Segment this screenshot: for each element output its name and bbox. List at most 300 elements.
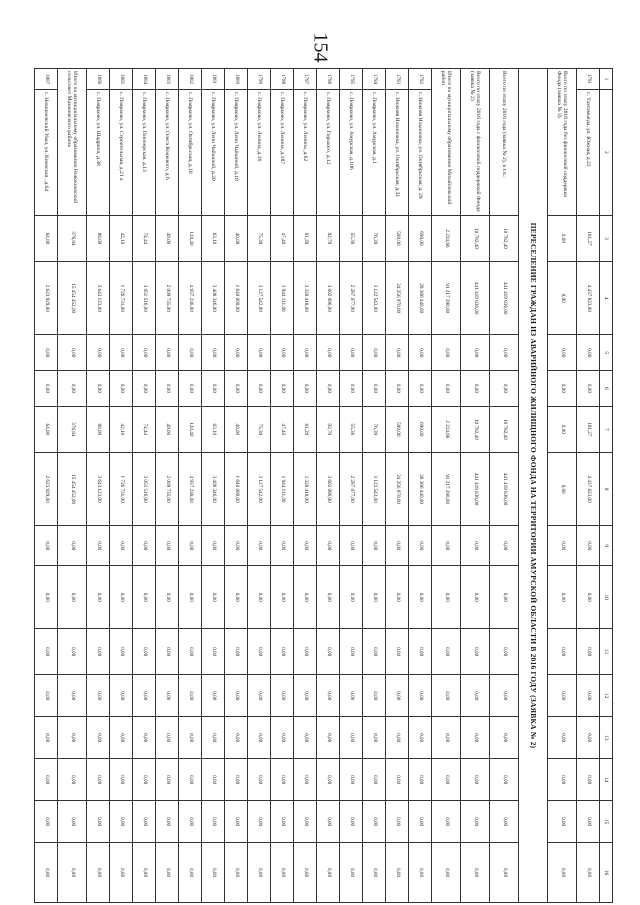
value-cell: 0,00 bbox=[432, 759, 461, 801]
value-cell: 0,00 bbox=[110, 629, 133, 675]
value-cell: 0,00 bbox=[461, 675, 490, 717]
value-cell: 15 454 452,00 bbox=[58, 452, 87, 525]
rotated-table-frame bbox=[43, 68, 613, 903]
value-cell: 0,00 bbox=[248, 335, 271, 371]
value-cell: 0,00 bbox=[432, 526, 461, 566]
row-index: 1807 bbox=[35, 69, 58, 90]
value-cell: 2 623 929,00 bbox=[35, 452, 58, 525]
value-cell: 0,00 bbox=[248, 371, 271, 407]
value-cell: 0,00 bbox=[577, 335, 600, 371]
row-address: с. Поярково, ул. Лени Чайкиной, д.18 bbox=[225, 89, 248, 215]
row-index: 1802 bbox=[179, 69, 202, 90]
value-cell: 0,00 bbox=[110, 526, 133, 566]
column-number: 13 bbox=[600, 717, 613, 759]
value-cell: 0,00 bbox=[271, 629, 294, 675]
row-index: 1792 bbox=[409, 69, 432, 90]
page-number: 154 bbox=[309, 32, 332, 63]
value-cell: 0,00 bbox=[179, 629, 202, 675]
value-cell: 0,00 bbox=[156, 526, 179, 566]
value-cell: 0,00 bbox=[386, 675, 409, 717]
value-cell: 0,00 bbox=[58, 801, 87, 843]
value-cell: 83,10 bbox=[202, 406, 225, 452]
value-cell: 0,00 bbox=[202, 675, 225, 717]
value-cell: 690,00 bbox=[409, 406, 432, 452]
value-cell: 0,00 bbox=[340, 759, 363, 801]
total-row bbox=[432, 69, 461, 903]
value-cell: 0,00 bbox=[548, 675, 577, 717]
value-cell: 0,00 bbox=[179, 759, 202, 801]
table-row bbox=[340, 69, 363, 903]
value-cell: 0,00 bbox=[156, 717, 179, 759]
value-cell: 0,00 bbox=[548, 215, 577, 261]
value-cell: 74,44 bbox=[133, 215, 156, 261]
value-cell: 0,00 bbox=[110, 335, 133, 371]
value-cell: 441 419 836,00 bbox=[461, 452, 490, 525]
table-row bbox=[225, 69, 248, 903]
value-cell: 0,00 bbox=[363, 335, 386, 371]
value-cell: 74,44 bbox=[133, 406, 156, 452]
value-cell: 0,00 bbox=[133, 717, 156, 759]
value-cell: 0,00 bbox=[156, 371, 179, 407]
value-cell: 0,00 bbox=[156, 759, 179, 801]
value-cell: 0,00 bbox=[363, 526, 386, 566]
value-cell: 2 224,66 bbox=[432, 406, 461, 452]
value-cell: 76,39 bbox=[363, 215, 386, 261]
value-cell: 0,00 bbox=[577, 566, 600, 629]
section-row bbox=[519, 69, 548, 903]
value-cell: 0,00 bbox=[461, 759, 490, 801]
value-cell: 0,00 bbox=[461, 371, 490, 407]
value-cell: 590,00 bbox=[386, 215, 409, 261]
column-number: 11 bbox=[600, 629, 613, 675]
value-cell: 3 408 346,00 bbox=[202, 262, 225, 335]
value-cell: 0,00 bbox=[58, 843, 87, 903]
row-address: с. Нижняя Ильиновка, ул. Октябрьская, д. 29 bbox=[409, 89, 432, 215]
value-cell: 0,00 bbox=[317, 335, 340, 371]
value-cell: 0,00 bbox=[202, 335, 225, 371]
value-cell: 0,00 bbox=[225, 717, 248, 759]
table-row bbox=[317, 69, 340, 903]
value-cell: 0,00 bbox=[179, 566, 202, 629]
value-cell: 0,00 bbox=[363, 843, 386, 903]
value-cell: 0,00 bbox=[386, 717, 409, 759]
value-cell: 0,00 bbox=[548, 566, 577, 629]
value-cell: 0,00 bbox=[386, 371, 409, 407]
row-label: Всего по этапу 2016 года (заявка № 2), в т.ч.: bbox=[490, 69, 519, 216]
value-cell: 75,39 bbox=[248, 406, 271, 452]
value-cell: 0,00 bbox=[133, 759, 156, 801]
value-cell: 0,00 bbox=[432, 566, 461, 629]
column-number: 2 bbox=[600, 89, 613, 215]
table-row bbox=[409, 69, 432, 903]
value-cell: 49,00 bbox=[156, 406, 179, 452]
column-number: 10 bbox=[600, 566, 613, 629]
value-cell: 10 782,40 bbox=[490, 406, 519, 452]
value-cell: 28 366 440,00 bbox=[409, 262, 432, 335]
row-label: Итого по муниципальному образованию Новокиевский сельсовет Мазановского района bbox=[58, 69, 87, 216]
value-cell: 0,00 bbox=[133, 335, 156, 371]
value-cell: 0,00 bbox=[133, 566, 156, 629]
value-cell: 0,00 bbox=[110, 566, 133, 629]
value-cell: 0,00 bbox=[461, 717, 490, 759]
row-address: с. Поярково, ул. Олега Кошевого, д.6 bbox=[156, 89, 179, 215]
value-cell: 0,00 bbox=[432, 371, 461, 407]
value-cell: 0,00 bbox=[58, 629, 87, 675]
value-cell: 0,00 bbox=[156, 843, 179, 903]
value-cell: 0,00 bbox=[87, 801, 110, 843]
section-title: ПЕРЕСЕЛЕНИЕ ГРАЖДАН ИЗ АВАРИЙНОГО ЖИЛИЩНОГО ФОНДА НА ТЕРРИТОРИИ АМУРСКОЙ ОБЛАСТИ В 2016 ГОДУ (ЗАЯВКА № 2) bbox=[519, 69, 548, 903]
value-cell: 0,00 bbox=[87, 675, 110, 717]
value-cell: 0,00 bbox=[409, 371, 432, 407]
value-cell: 3 122 543,00 bbox=[363, 452, 386, 525]
row-index: 1803 bbox=[156, 69, 179, 90]
value-cell: 4 937 236,00 bbox=[179, 452, 202, 525]
row-index: 1801 bbox=[202, 69, 225, 90]
column-number: 1 bbox=[600, 69, 613, 90]
value-cell: 42,10 bbox=[110, 215, 133, 261]
row-address: с. Поярково, ул. Пионерская, д.13 bbox=[133, 89, 156, 215]
value-cell: 0,00 bbox=[409, 675, 432, 717]
row-index: 1804 bbox=[133, 69, 156, 90]
value-cell: 42,10 bbox=[110, 406, 133, 452]
value-cell: 0,00 bbox=[248, 801, 271, 843]
table-row bbox=[271, 69, 294, 903]
value-cell: 10 782,40 bbox=[461, 215, 490, 261]
row-index: 1791 bbox=[577, 69, 600, 90]
value-cell: 0,00 bbox=[156, 566, 179, 629]
value-cell: 0,00 bbox=[202, 717, 225, 759]
value-cell: 2 623 929,00 bbox=[35, 262, 58, 335]
value-cell: 0,00 bbox=[110, 759, 133, 801]
column-number: 15 bbox=[600, 801, 613, 843]
value-cell: 0,00 bbox=[179, 371, 202, 407]
value-cell: 40,00 bbox=[225, 215, 248, 261]
value-cell: 0,00 bbox=[577, 371, 600, 407]
value-cell: 88,00 bbox=[87, 406, 110, 452]
value-cell: 0,00 bbox=[432, 675, 461, 717]
value-cell: 0,00 bbox=[317, 675, 340, 717]
table-row bbox=[87, 69, 110, 903]
value-cell: 0,00 bbox=[58, 335, 87, 371]
row-index: 1796 bbox=[317, 69, 340, 90]
value-cell: 0,00 bbox=[133, 801, 156, 843]
value-cell: 4 437 823,00 bbox=[577, 262, 600, 335]
row-index: 1799 bbox=[248, 69, 271, 90]
value-cell: 0,00 bbox=[58, 675, 87, 717]
value-cell: 0,00 bbox=[271, 371, 294, 407]
value-cell: 0,00 bbox=[225, 526, 248, 566]
value-cell: 3 643 123,00 bbox=[87, 262, 110, 335]
value-cell: 0,00 bbox=[386, 526, 409, 566]
value-cell: 0,00 bbox=[179, 526, 202, 566]
value-cell: 0,00 bbox=[409, 759, 432, 801]
value-cell: 0,00 bbox=[577, 675, 600, 717]
row-index: 1793 bbox=[386, 69, 409, 90]
value-cell: 0,00 bbox=[58, 526, 87, 566]
value-cell: 0,00 bbox=[548, 371, 577, 407]
value-cell: 0,00 bbox=[386, 759, 409, 801]
value-cell: 3 051 516,00 bbox=[133, 262, 156, 335]
value-cell: 0,00 bbox=[548, 717, 577, 759]
value-cell: 0,00 bbox=[271, 801, 294, 843]
value-cell: 0,00 bbox=[461, 335, 490, 371]
value-cell: 0,00 bbox=[248, 629, 271, 675]
value-cell: 0,00 bbox=[548, 629, 577, 675]
value-cell: 120,40 bbox=[179, 406, 202, 452]
value-cell: 0,00 bbox=[363, 566, 386, 629]
value-cell: 0,00 bbox=[110, 717, 133, 759]
value-cell: 0,00 bbox=[202, 566, 225, 629]
value-cell: 0,00 bbox=[294, 371, 317, 407]
value-cell: 441 419 836,00 bbox=[461, 262, 490, 335]
value-cell: 1 944 111,00 bbox=[271, 452, 294, 525]
value-cell: 690,00 bbox=[409, 215, 432, 261]
value-cell: 0,00 bbox=[340, 371, 363, 407]
value-cell: 0,00 bbox=[87, 371, 110, 407]
column-number: 4 bbox=[600, 262, 613, 335]
value-cell: 3 122 543,00 bbox=[363, 262, 386, 335]
value-cell: 0,00 bbox=[490, 759, 519, 801]
value-cell: 0,00 bbox=[202, 629, 225, 675]
row-label: Всего по этапу 2016 года без финансовой поддержки Фонда (заявка № 3) bbox=[548, 69, 577, 216]
value-cell: 0,00 bbox=[363, 759, 386, 801]
value-cell: 0,00 bbox=[271, 675, 294, 717]
value-cell: 0,00 bbox=[577, 759, 600, 801]
value-cell: 0,00 bbox=[490, 335, 519, 371]
table-row bbox=[363, 69, 386, 903]
value-cell: 0,00 bbox=[340, 526, 363, 566]
value-cell: 0,00 bbox=[58, 759, 87, 801]
value-cell: 0,00 bbox=[225, 371, 248, 407]
total-row bbox=[490, 69, 519, 903]
value-cell: 0,00 bbox=[156, 801, 179, 843]
value-cell: 0,00 bbox=[110, 371, 133, 407]
value-cell: 0,00 bbox=[133, 526, 156, 566]
value-cell: 0,00 bbox=[248, 675, 271, 717]
value-cell: 10 782,40 bbox=[461, 406, 490, 452]
value-cell: 0,00 bbox=[35, 335, 58, 371]
value-cell: 0,00 bbox=[490, 717, 519, 759]
value-cell: 0,00 bbox=[317, 801, 340, 843]
row-address: с. Поярково, ул. Амурская, д.106 bbox=[340, 89, 363, 215]
value-cell: 0,00 bbox=[248, 526, 271, 566]
value-cell: 0,00 bbox=[490, 566, 519, 629]
value-cell: 3 127 542,00 bbox=[248, 452, 271, 525]
value-cell: 0,00 bbox=[577, 526, 600, 566]
value-cell: 0,00 bbox=[248, 717, 271, 759]
value-cell: 0,00 bbox=[87, 526, 110, 566]
row-address: с. Нижняя Ильиновка, ул. Октябрьская, д.31 bbox=[386, 89, 409, 215]
value-cell: 0,00 bbox=[133, 843, 156, 903]
column-number: 14 bbox=[600, 759, 613, 801]
value-cell: 1 726 731,00 bbox=[110, 262, 133, 335]
row-index: 1805 bbox=[110, 69, 133, 90]
value-cell: 0,00 bbox=[461, 526, 490, 566]
row-address: с. Поярково, ул. Ленина, д.16 bbox=[248, 89, 271, 215]
value-cell: 0,00 bbox=[340, 566, 363, 629]
value-cell: 0,00 bbox=[577, 717, 600, 759]
table-row bbox=[156, 69, 179, 903]
value-cell: 0,00 bbox=[248, 566, 271, 629]
value-cell: 0,00 bbox=[386, 566, 409, 629]
value-cell: 0,00 bbox=[386, 843, 409, 903]
value-cell: 0,00 bbox=[179, 801, 202, 843]
value-cell: 0,00 bbox=[461, 566, 490, 629]
value-cell: 0,00 bbox=[294, 566, 317, 629]
value-cell: 1 944 111,00 bbox=[271, 262, 294, 335]
value-cell: 0,00 bbox=[340, 801, 363, 843]
value-cell: 0,00 bbox=[340, 843, 363, 903]
value-cell: 55,38 bbox=[340, 215, 363, 261]
column-number: 16 bbox=[600, 843, 613, 903]
value-cell: 64,00 bbox=[35, 215, 58, 261]
resettlement-table bbox=[34, 68, 613, 903]
value-cell: 0,00 bbox=[317, 566, 340, 629]
value-cell: 0,00 bbox=[225, 335, 248, 371]
value-cell: 3 127 542,00 bbox=[248, 262, 271, 335]
value-cell: 0,00 bbox=[87, 843, 110, 903]
value-cell: 64,00 bbox=[35, 406, 58, 452]
column-number: 9 bbox=[600, 526, 613, 566]
table-sheet bbox=[43, 68, 613, 903]
row-label: Всего по этапу 2016 года с финансовой поддержкой Фонда (заявка № 2) bbox=[461, 69, 490, 216]
value-cell: 0,00 bbox=[363, 629, 386, 675]
value-cell: 0,00 bbox=[294, 801, 317, 843]
value-cell: 0,00 bbox=[386, 335, 409, 371]
value-cell: 0,00 bbox=[409, 801, 432, 843]
value-cell: 81,29 bbox=[294, 215, 317, 261]
value-cell: 47,40 bbox=[271, 406, 294, 452]
value-cell: 0,00 bbox=[133, 675, 156, 717]
value-cell: 0,00 bbox=[110, 843, 133, 903]
value-cell: 3 643 123,00 bbox=[87, 452, 110, 525]
value-cell: 55,38 bbox=[340, 406, 363, 452]
value-cell: 49,00 bbox=[156, 215, 179, 261]
value-cell: 0,00 bbox=[317, 759, 340, 801]
value-cell: 441 419 836,00 bbox=[490, 262, 519, 335]
value-cell: 0,00 bbox=[548, 452, 577, 525]
value-cell: 0,00 bbox=[490, 843, 519, 903]
row-address: с. Поярково, ул. Октябрьская, д.10 bbox=[179, 89, 202, 215]
value-cell: 0,00 bbox=[294, 629, 317, 675]
value-cell: 0,00 bbox=[35, 526, 58, 566]
value-cell: 0,00 bbox=[340, 335, 363, 371]
value-cell: 0,00 bbox=[179, 335, 202, 371]
column-number: 5 bbox=[600, 335, 613, 371]
value-cell: 3 328 418,00 bbox=[294, 452, 317, 525]
value-cell: 76,39 bbox=[363, 406, 386, 452]
value-cell: 2 287 077,00 bbox=[340, 452, 363, 525]
row-address: с. Тахтамыгда, ул. Южная, д.22 bbox=[577, 89, 600, 215]
value-cell: 0,00 bbox=[87, 629, 110, 675]
value-cell: 0,00 bbox=[225, 566, 248, 629]
value-cell: 0,00 bbox=[317, 629, 340, 675]
value-cell: 0,00 bbox=[225, 629, 248, 675]
value-cell: 1 640 000,00 bbox=[225, 452, 248, 525]
value-cell: 0,00 bbox=[35, 759, 58, 801]
column-number: 3 bbox=[600, 215, 613, 261]
value-cell: 0,00 bbox=[294, 759, 317, 801]
value-cell: 2 009 735,00 bbox=[156, 452, 179, 525]
value-cell: 75,39 bbox=[248, 215, 271, 261]
value-cell: 91 217 390,00 bbox=[432, 262, 461, 335]
value-cell: 0,00 bbox=[432, 335, 461, 371]
value-cell: 0,00 bbox=[363, 371, 386, 407]
value-cell: 0,00 bbox=[35, 566, 58, 629]
table-row bbox=[248, 69, 271, 903]
value-cell: 0,00 bbox=[179, 843, 202, 903]
value-cell: 1 726 731,00 bbox=[110, 452, 133, 525]
value-cell: 0,00 bbox=[225, 801, 248, 843]
value-cell: 24 256 970,00 bbox=[386, 452, 409, 525]
value-cell: 0,00 bbox=[363, 801, 386, 843]
value-cell: 3 802 096,00 bbox=[317, 452, 340, 525]
value-cell: 0,00 bbox=[87, 335, 110, 371]
value-cell: 0,00 bbox=[133, 629, 156, 675]
value-cell: 0,00 bbox=[87, 717, 110, 759]
value-cell: 0,00 bbox=[271, 566, 294, 629]
value-cell: 0,00 bbox=[271, 526, 294, 566]
value-cell: 0,00 bbox=[35, 371, 58, 407]
value-cell: 0,00 bbox=[490, 371, 519, 407]
value-cell: 0,00 bbox=[202, 843, 225, 903]
value-cell: 0,00 bbox=[225, 759, 248, 801]
row-address: с. Новокиевский Увал, ул. Киевская , д.64 bbox=[35, 89, 58, 215]
value-cell: 0,00 bbox=[271, 843, 294, 903]
value-cell: 3 408 346,00 bbox=[202, 452, 225, 525]
value-cell: 0,00 bbox=[409, 566, 432, 629]
row-index: 1798 bbox=[271, 69, 294, 90]
value-cell: 0,00 bbox=[35, 717, 58, 759]
value-cell: 181,27 bbox=[577, 215, 600, 261]
value-cell: 91 217 390,00 bbox=[432, 452, 461, 525]
value-cell: 0,00 bbox=[386, 801, 409, 843]
value-cell: 0,00 bbox=[432, 801, 461, 843]
value-cell: 0,00 bbox=[110, 801, 133, 843]
row-address: с. Поярково, ул. Ленина, д.62 bbox=[294, 89, 317, 215]
value-cell: 0,00 bbox=[461, 629, 490, 675]
value-cell: 0,00 bbox=[294, 843, 317, 903]
value-cell: 0,00 bbox=[432, 717, 461, 759]
value-cell: 0,00 bbox=[271, 759, 294, 801]
value-cell: 15 454 452,00 bbox=[58, 262, 87, 335]
value-cell: 0,00 bbox=[577, 843, 600, 903]
value-cell: 0,00 bbox=[179, 717, 202, 759]
table-row bbox=[386, 69, 409, 903]
value-cell: 24 256 970,00 bbox=[386, 262, 409, 335]
value-cell: 441 419 836,00 bbox=[490, 452, 519, 525]
value-cell: 3 802 096,00 bbox=[317, 262, 340, 335]
row-address: с. Поярково, ул. Строительная, д.21 а bbox=[110, 89, 133, 215]
column-number: 12 bbox=[600, 675, 613, 717]
value-cell: 181,27 bbox=[577, 406, 600, 452]
value-cell: 0,00 bbox=[202, 526, 225, 566]
row-index: 1795 bbox=[340, 69, 363, 90]
table-row bbox=[35, 69, 58, 903]
value-cell: 92,79 bbox=[317, 215, 340, 261]
header-row bbox=[600, 69, 613, 903]
value-cell: 0,00 bbox=[156, 335, 179, 371]
value-cell: 0,00 bbox=[548, 262, 577, 335]
value-cell: 0,00 bbox=[35, 629, 58, 675]
value-cell: 0,00 bbox=[317, 371, 340, 407]
value-cell: 0,00 bbox=[58, 717, 87, 759]
value-cell: 376,84 bbox=[58, 406, 87, 452]
value-cell: 376,84 bbox=[58, 215, 87, 261]
row-index: 1794 bbox=[363, 69, 386, 90]
value-cell: 0,00 bbox=[248, 843, 271, 903]
value-cell: 4 437 823,00 bbox=[577, 452, 600, 525]
